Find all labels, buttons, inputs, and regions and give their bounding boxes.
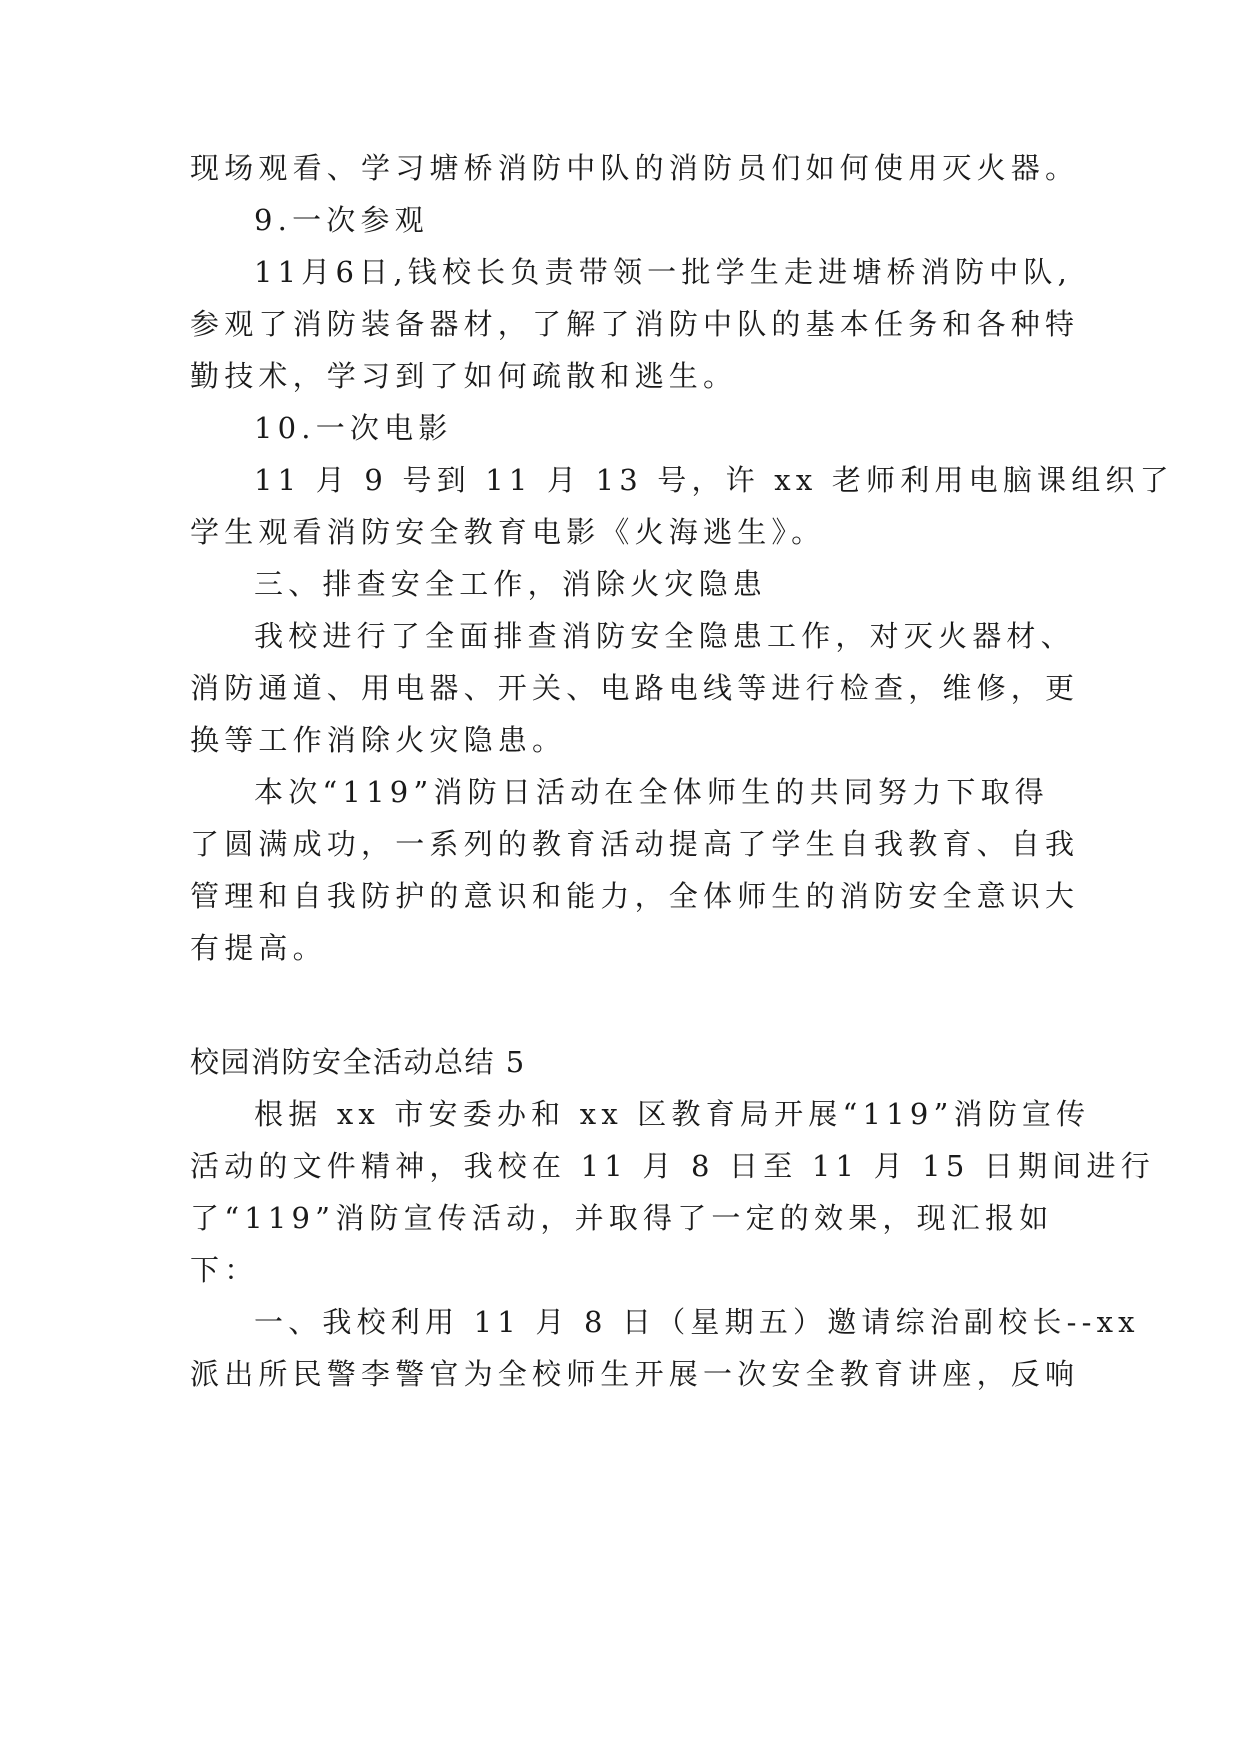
- paragraph-line: 了圆满成功，一系列的教育活动提高了学生自我教育、自我: [190, 827, 1080, 861]
- paragraph-line: 有提高。: [190, 931, 327, 965]
- paragraph-line: 一、我校利用 11 月 8 日（星期五）邀请综治副校长--xx: [254, 1305, 1140, 1339]
- paragraph-line: 学生观看消防安全教育电影《火海逃生》。: [190, 515, 826, 549]
- section-heading: 三、排查安全工作，消除火灾隐患: [254, 567, 768, 601]
- document-title: 校园消防安全活动总结 5: [190, 1045, 526, 1079]
- paragraph-line: 活动的文件精神，我校在 11 月 8 日至 11 月 15 日期间进行: [190, 1149, 1155, 1183]
- paragraph-line: 本次“119”消防日活动在全体师生的共同努力下取得: [254, 775, 1050, 809]
- paragraph-line: 11 月 9 号到 11 月 13 号，许 xx 老师利用电脑课组织了: [254, 463, 1174, 497]
- paragraph-line: 下：: [190, 1253, 259, 1287]
- item-heading: 9.一次参观: [254, 203, 429, 237]
- paragraph-line: 了“119”消防宣传活动，并取得了一定的效果，现汇报如: [190, 1201, 1054, 1235]
- paragraph-line: 现场观看、学习塘桥消防中队的消防员们如何使用灭火器。: [190, 151, 1080, 185]
- paragraph-line: 参观了消防装备器材，了解了消防中队的基本任务和各种特: [190, 307, 1080, 341]
- paragraph-line: 换等工作消除火灾隐患。: [190, 723, 567, 757]
- paragraph-line: 勤技术，学习到了如何疏散和逃生。: [190, 359, 738, 393]
- paragraph-line: 我校进行了全面排查消防安全隐患工作，对灭火器材、: [254, 619, 1075, 653]
- paragraph-line: 消防通道、用电器、开关、电路电线等进行检查，维修，更: [190, 671, 1080, 705]
- paragraph-line: 管理和自我防护的意识和能力，全体师生的消防安全意识大: [190, 879, 1080, 913]
- paragraph-line: 派出所民警李警官为全校师生开展一次安全教育讲座，反响: [190, 1357, 1080, 1391]
- paragraph-line: 根据 xx 市安委办和 xx 区教育局开展“119”消防宣传: [254, 1097, 1091, 1131]
- item-heading: 10.一次电影: [254, 411, 453, 445]
- paragraph-line: 11月6日,钱校长负责带领一批学生走进塘桥消防中队,: [254, 255, 1072, 289]
